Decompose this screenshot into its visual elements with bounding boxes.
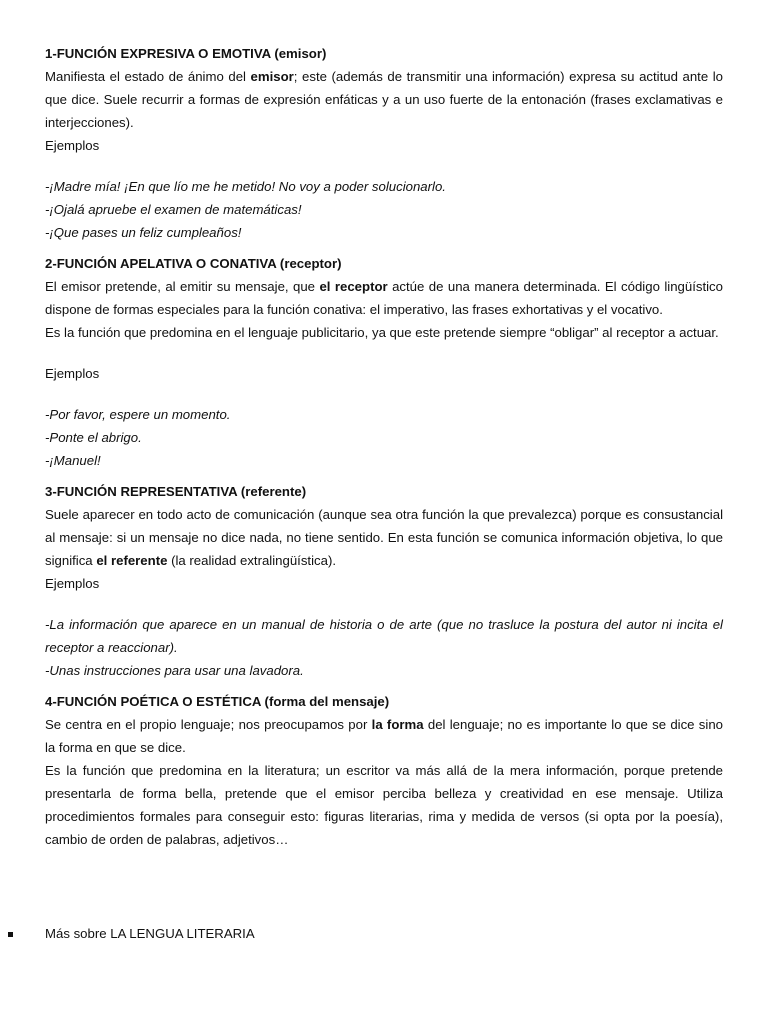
section-title: 1-FUNCIÓN EXPRESIVA O EMOTIVA (emisor) (45, 46, 327, 61)
paragraph-text: Manifiesta el estado de ánimo del (45, 69, 251, 84)
section-representativa (45, 480, 723, 682)
section-title: 2-FUNCIÓN APELATIVA O CONATIVA (receptor) (45, 256, 342, 271)
example-line: -¡Ojalá apruebe el examen de matemáticas! (45, 202, 302, 217)
section-paragraph: Es la función que predomina en la literatura; un escritor va más allá de la mera información, porque pretende presentarla de forma bella, pretende que el emisor perciba belleza y creatividad en ese mensaje. Utiliza procedimientos formales para conseguir esto: figuras literarias, rima y medida de versos (si opta por la poesía), cambio de orden de palabras, adjetivos… (45, 763, 723, 847)
example-line: -Unas instrucciones para usar una lavadora. (45, 663, 304, 678)
section-paragraph (45, 65, 723, 134)
section-paragraph (45, 275, 723, 321)
example-line: -La información que aparece en un manual de historia o de arte (que no trasluce la postura del autor ni incita el receptor a reaccionar). (45, 617, 723, 655)
paragraph-emphasis: el receptor (319, 279, 388, 294)
paragraph-emphasis: la forma (371, 717, 424, 732)
example-line: -Por favor, espere un momento. (45, 407, 231, 422)
ejemplos-label: Ejemplos (45, 138, 100, 153)
section-paragraph: Es la función que predomina en el lenguaje publicitario, ya que este pretende siempre “obligar” al receptor a actuar. (45, 325, 719, 340)
example-line: -¡Que pases un feliz cumpleaños! (45, 225, 242, 240)
paragraph-text: El emisor pretende, al emitir su mensaje, que (45, 279, 320, 294)
section-expresiva (45, 42, 723, 244)
section-apelativa (45, 252, 723, 472)
lengua-literaria-link[interactable]: Más sobre LA LENGUA LITERARIA (45, 926, 255, 941)
paragraph-text: (la realidad extralingüística). (167, 553, 337, 568)
ejemplos-label: Ejemplos (45, 366, 100, 381)
paragraph-text: del lenguaje; no es importante lo que se dice sino la forma en que se dice. (45, 717, 723, 755)
paragraph-text: Se centra en el propio lenguaje; nos preocupamos por (45, 717, 372, 732)
example-line: -Ponte el abrigo. (45, 430, 142, 445)
paragraph-emphasis: emisor (250, 69, 294, 84)
section-title: 3-FUNCIÓN REPRESENTATIVA (referente) (45, 484, 307, 499)
paragraph-text: actúe de una manera determinada. El código lingüístico dispone de formas especiales para la función conativa: el imperativo, las frases exhortativas y el vocativo. (45, 279, 723, 317)
paragraph-text: ; este (además de transmitir una información) expresa su actitud ante lo que dice. Suele recurrir a formas de expresión enfáticas y a un uso fuerte de la entonación (frases exclamativas e interjecciones). (45, 69, 723, 130)
bullet-icon (8, 932, 13, 937)
document-body (45, 42, 723, 851)
paragraph-text: Suele aparecer en todo acto de comunicación (aunque sea otra función la que prevalezca) porque es consustancial al mensaje: si un mensaje no dice nada, no tiene sentido. En esta función se comunica información objetiva, lo que significa (45, 507, 723, 568)
ejemplos-label: Ejemplos (45, 576, 100, 591)
example-line: -¡Manuel! (45, 453, 101, 468)
section-title: 4-FUNCIÓN POÉTICA O ESTÉTICA (forma del mensaje) (45, 694, 390, 709)
example-line: -¡Madre mía! ¡En que lío me he metido! No voy a poder solucionarlo. (45, 179, 446, 194)
section-poetica (45, 690, 723, 851)
section-paragraph (45, 713, 723, 759)
section-paragraph (45, 503, 723, 572)
paragraph-emphasis: el referente (96, 553, 168, 568)
